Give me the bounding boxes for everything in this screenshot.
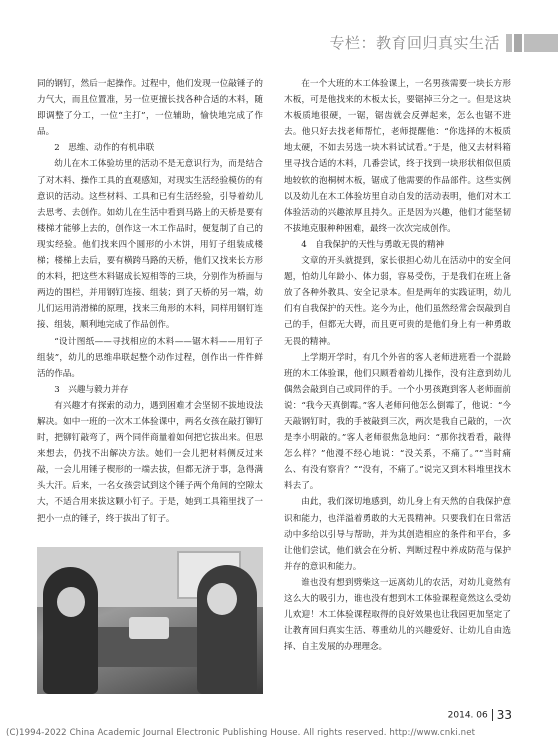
section-heading: 4 自我保护的天性与勇敢无畏的精神 <box>301 239 445 250</box>
paragraph: 在一个大班的木工体验课上，一名男孩需要一块长方形木板，可是他找来的木板太长，要锯掉三分之一。但是这块木板质地很硬，一锯，锯齿就会反弹起来，怎么也锯不进去。他只好去找老师帮忙，老师提醒他：“你选择的木板质地太硬，不如去另选一块木料试试看。”于是，他又去材料箱里寻找合适的木料，几番尝试，终于找到一块形状相似但质地较软的泡桐树木板，锯成了他需要的作品部件。这些实例以及幼儿在木工体验坊里自动自发的活动表明，他们对木工体验活动的兴趣浓厚且持久。正是因为兴趣，他们才能坚韧不拔地克服种种困难，最终一次次完成创作。 <box>284 79 511 234</box>
paragraph: “设计图纸——寻找相应的木料——锯木料——用钉子组装”，幼儿的思维串联起整个动作过程，创作出一件件鲜活的作品。 <box>37 336 263 379</box>
paragraph: 同的钢钉，然后一起操作。过程中，他们发现一位敲锤子的力气大，而且位置准，另一位更擅长找各种合适的木料，随即调整了分工，一位“主打”，一位辅助，愉快地完成了作品。 <box>37 79 263 138</box>
paragraph: 有兴趣才有探索的动力，遇到困难才会坚韧不拔地设法解决。如中一班的一次木工体验课中，两名女孩在敲打铆钉时，把铆钉敲弯了，两个同伴商量着如何把它拔出来。但思来想去，仍找不出解决方法。她们一会儿把材料侧反过来敲，一会儿用锤子楔形的一端去拔，但都无济于事，急得满头大汗。后来，一名女孩尝试到这个锤子两个角间的空隙太大，不适合用来拔这颗小钉子。于是，她到工具箱里找了一把小一点的锤子，终于拔出了钉子。 <box>37 400 263 524</box>
header-decoration-bars <box>506 34 558 52</box>
paragraph: 文章的开头就提到，家长很担心幼儿在活动中的安全问题，怕幼儿年龄小、体力弱，容易受伤，于是我们在班上备放了各种外教具、安全记录本。但是两年的实践证明，幼儿们有自我保护的天性。迄今为止，他们虽然经常会误敲到自己的手，但都无大碍，而且更可贵的是他们身上有一种勇敢无畏的精神。 <box>284 256 511 347</box>
paragraph: 幼儿在木工体验坊里的活动不是无意识行为，而是结合了对木料、操作工具的直观感知，对现实生活经验模仿的有意识的活动。这些材料、工具和已有生活经验，引导着幼儿去思考、去创作。如幼儿在生活中看到马路上的天桥是要有楼梯才能够上去的，创作这一木工作品时，便复制了自己的现实经验。他们找来四个圆形的小木饼，用钉子组装成楼梯；楼梯上去后，要有横跨马路的天桥，他们又找来长方形的木料，把这些木料锯成长短相等的三块，分别作为桥面与两边的围栏，并用钢钉连接、组装；到了天桥的另一端，幼儿们运用消滑梯的原理，找来三角形的木料，同样用钢钉连接、组装，顺利地完成了作品创作。 <box>37 159 263 331</box>
paragraph: 上学期开学时，有几个外省的客人老师进班看一个混龄班的木工体验课，他们只顾看着幼儿操作，没有注意到幼儿偶然会敲到自己或同伴的手。一个小男孩跑到客人老师面前说：“我今天真倒霉。”客人老师问他怎么倒霉了，他说：“今天敲钢钉时，我的手被敲到三次，两次是我自己敲的，一次是李小明敲的。”客人老师很焦急地问：“那你找看看，敲得怎么样？”他漫不经心地说：“没关系，不痛了。”“当时痛么、有没有察肯？”“没有，不痛了。”说完又到木料堆里找木料去了。 <box>284 352 511 492</box>
right-column <box>284 76 511 655</box>
paragraph: 谁也没有想到劈柴这一远离幼儿的农活，对幼儿竟然有这么大的吸引力，谁也没有想到木工体验课程竟然这么受幼儿欢迎！木工体验课程取得的良好效果也让我园更加坚定了让教育回归真实生活、尊重幼儿的兴趣爱好、让幼儿自由选择、自主发展的办理理念。 <box>284 577 511 653</box>
page-number-block <box>448 708 512 722</box>
column-title: 专栏：教育回归真实生活 <box>329 34 500 52</box>
copyright-footer: (C)1994-2022 China Academic Journal Electronic Publishing House. All rights reserved. http://www.cnki.net <box>6 728 476 738</box>
children-woodworking-photo <box>37 547 263 694</box>
left-column <box>37 76 263 527</box>
section-heading: 2 思维、动作的有机串联 <box>54 143 155 154</box>
column-header <box>300 32 558 54</box>
issue-date: 2014. 06 <box>447 710 488 721</box>
section-heading: 3 兴趣与毅力并存 <box>54 384 129 395</box>
divider <box>492 709 493 721</box>
page-number: 33 <box>496 708 512 722</box>
paragraph: 由此，我们深切地感到，幼儿身上有天然的自我保护意识和能力，也洋溢着勇敢的大无畏精神。只要我们在日常活动中多给以引导与帮助，并为其创造相应的条件和平台，多让他们尝试，他们就会在分析、判断过程中养成防范与保护并存的意识和能力。 <box>284 497 511 572</box>
